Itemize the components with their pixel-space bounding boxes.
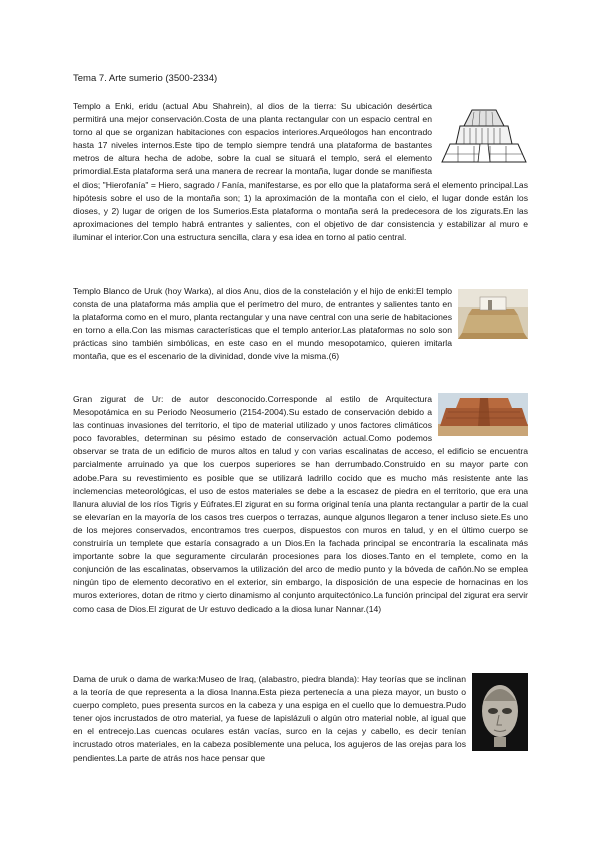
- section-uruk-heading: Templo Blanco de Uruk (hoy Warka), al dios Anu, dios de la constelación y el hijo de enki:: [73, 286, 416, 296]
- eridu-temple-drawing: [438, 102, 528, 168]
- section-lady-warka: [73, 673, 528, 773]
- section-ur-body: Corresponde al estilo de Arquitectura Mesopotámica en su Periodo Neosumerio (2154-2004).Su estado de conservación debido a las continuas invasiones del territorio, el tipo de material utilizado y unos factores climáticos poco favorables, determinan su pésimo estado de conservación actual.Como podemos observar se trata de un edificio de muros altos en talud y con varias escalinatas de acceso, el edificio se encuentra parcialmente arruinado ya que los cuerpos superiores se han derrumbado.Construido en su mayor parte con adobe.Para su revestimiento es posible que se utilizará ladrillo cocido que es mucho más resistente ante las inclemencias meteorológicas, el uso de estos materiales se debe a la escasez de piedra en el territorio, que era una llanura aluvial de los ríos Tigris y Eúfrates.El zigurat en su forma original tenía una planta rectangular a partir de la cual se elevarían en la mayoría de los casos tres cuerpos o terrazas, aunque algunos llegaron a tener incluso siete.Es uno de los mejores conservados, encontramos tres cuerpos, dispuestos con muros en talud, y en el último cuerpo se construiría un templete que estaría consagrado a un Dios.En la fachada principal se encontraría la escalinata más importante sobre la que seguramente circularán procesiones para los dioses.Tanto en el templete, como en la conjunción de las escalinatas, observamos la utilización del arco de medio punto y la bóveda de cañón.No se emplea ningún tipo de elemento decorativo en el exterior, sin embargo, la disposición de una especie de hornacinas en los muros exteriores, dotan de ritmo y cierto dinamismo al conjunto arquitectónico.La función principal del zigurat era servir como casa de Dios.El zigurat de Ur estuvo dedicado a la diosa lunar Nannar.(14): [73, 394, 528, 614]
- section-ziggurat-ur: [73, 393, 528, 661]
- document-title: Tema 7. Arte sumerio (3500-2334): [73, 73, 218, 84]
- lady-of-warka-photo: [472, 673, 528, 751]
- section-uruk-body: El templo consta de una plataforma más amplia que el perímetro del muro, de entrantes y salientes tanto en la plataforma como en el muro, planta rectangular y una nave central con una serie de habitaciones en torno a ella.Con las mismas características que el templo anterior.Las plataformas no solo son prácticas sino también simbólicas, en este caso en el mundo mesopotamico, quieren imitarla montaña, que es el escenario de la divinidad, donde vive la misma.(6): [73, 286, 452, 362]
- ziggurat-ur-photo: [438, 393, 528, 436]
- section-eridu-heading: Templo a Enki, eridu (actual Abu Shahrein), al dios de la tierra:: [73, 101, 337, 111]
- section-eridu-body: Su ubicación desértica permitirá una mejor conservación.Costa de una planta rectangular con un espacio central en torno al que se organizan habitaciones con espacios interiores.Arqueólogos han encontrado hasta 17 niveles internos.Este tipo de templo siempre tendrá una plataforma de bastantes metros de altura hecha de adobe, sobre la cual se situará el templo, será el elemento primordial.Esta plataforma será una manera de recrear la montaña, lugar donde se manifiesta el dios; "Hierofanía" = Hiero, sagrado / Fanía, manifestarse, es por ello que la plataforma será el elemento principal.Las hipótesis sobre el uso de la montaña son; 1) la aproximación de la montaña con el cielo, el lugar donde están los dioses, y 2) lugar de origen de los Sumerios.Esta plataforma o montaña será la predecesora de los zigurats.En las aproximaciones del templo habrá entrantes y salientes, con el objetivo de dar consistencia y estabilizar al muro e iluminar el interior.Con una estructura sencilla, clara y esa idea en torno al patio central.: [73, 101, 528, 242]
- white-temple-photo: [458, 289, 528, 339]
- section-eridu: [73, 100, 528, 278]
- section-uruk-white-temple: [73, 285, 528, 380]
- section-warka-heading: Dama de uruk o dama de warka:: [73, 674, 199, 684]
- section-ur-heading: Gran zigurat de Ur: de autor desconocido.: [73, 394, 268, 404]
- section-warka-body: Museo de Iraq, (alabastro, piedra blanda): Hay teorías que se inclinan a la teoría de que representa a la diosa Inanna.Esta pieza pertenecía a una pieza mayor, un busto o cuerpo completo, pues presenta surcos en la cabeza y una espiga en el cuello que lo demuestra.Pudo tener ojos incrustados de otro material, ya fuese de lapislázuli o algún otro material noble, al igual que en el entrecejo.Las cuencas oculares están vacías, surco en la cejas y cabello, es decir tenían incrustado otros materiales, en la cabeza posiblemente una peluca, los agujeros de las orejas para los pendientes.La parte de atrás nos hace pensar que: [73, 674, 466, 763]
